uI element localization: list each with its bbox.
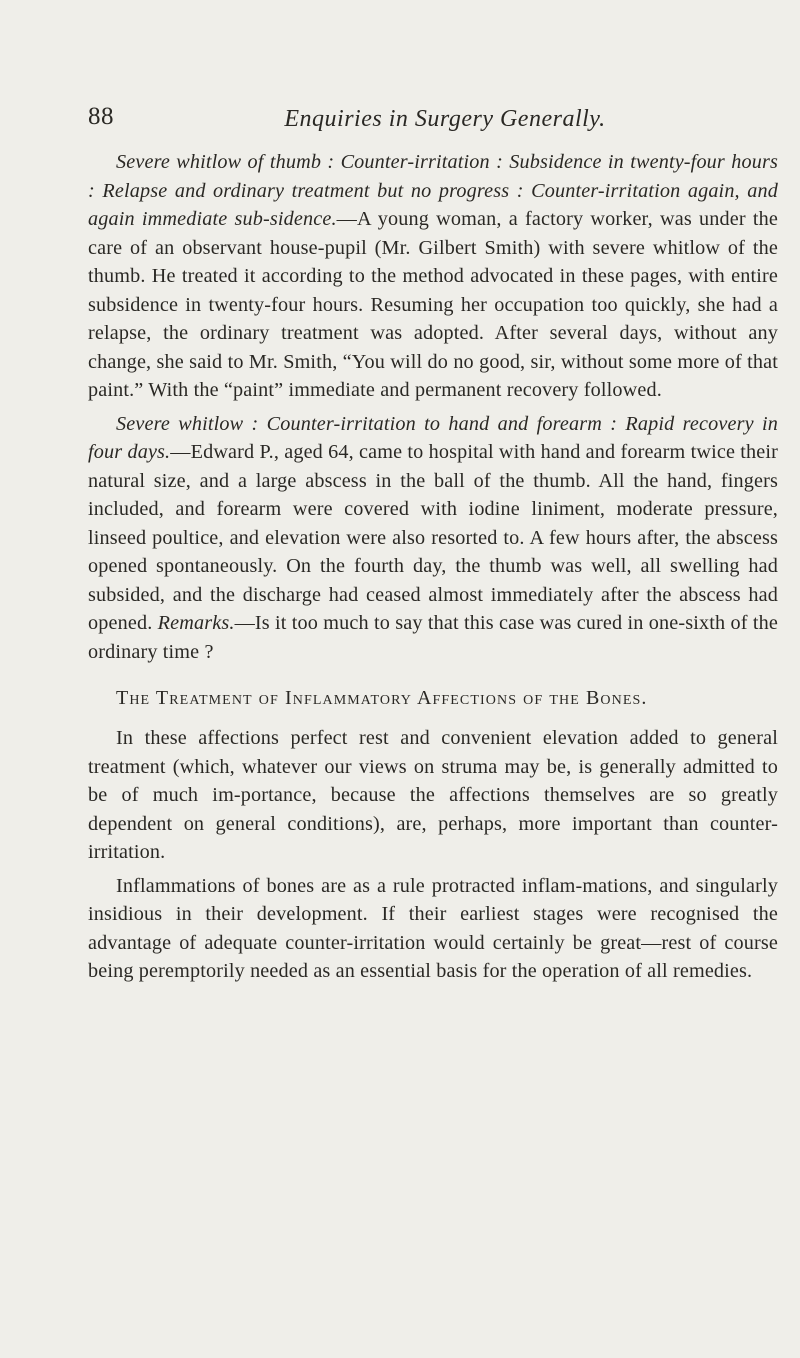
case-two-title: Severe whitlow : Counter-irritation to hand and forearm : Rapid recovery in four days. xyxy=(88,412,778,463)
page-body xyxy=(88,148,778,991)
remarks-label: Remarks. xyxy=(157,612,235,634)
running-head: Enquiries in Surgery Generally. xyxy=(284,106,606,132)
section-heading: The Treatment of Inflammatory Affections of the Bones. xyxy=(116,687,648,709)
section-paragraph-one: In these affections perfect rest and convenient elevation added to general treatment (which, whatever our views on struma may be, is generally admitted to be of much im-portance, because the affections themselves are so greatly dependent on general conditions), are, perhaps, more important than counter-irritation. xyxy=(88,727,778,863)
page-number: 88 xyxy=(88,103,114,130)
case-one-body: —A young woman, a factory worker, was under the care of an observant house-pupil (Mr. Gilbert Smith) with severe whitlow of the thumb. He treated it according to the method advocated in these pages, with entire subsidence in twenty-four hours. Resuming her occupation too quickly, she had a relapse, the ordinary treatment was adopted. After several days, without any change, she said to Mr. Smith, “You will do no good, sir, without some more of that paint.” With the “paint” immediate and permanent recovery followed. xyxy=(88,208,778,401)
remarks-text: —Is it too much to say that this case was cured in one-sixth of the ordinary time ? xyxy=(88,612,778,663)
case-two-body: —Edward P., aged 64, came to hospital with hand and forearm twice their natural size, and a large abscess in the ball of the thumb. All the hand, fingers included, and forearm were covered with iodine liniment, moderate pressure, linseed poultice, and elevation were also resorted to. A few hours after, the abscess opened spontaneously. On the fourth day, the thumb was well, all swelling had subsided, and the discharge had ceased almost immediately after the abscess had opened. xyxy=(88,441,778,634)
page-header xyxy=(88,103,778,139)
case-one-title: Severe whitlow of thumb : Counter-irritation : Subsidence in twenty-four hours : Relapse and ordinary treatment but no progress : Counter-irritation again, and again immediate sub-sidence. xyxy=(88,151,778,230)
case-one-paragraph xyxy=(88,148,778,405)
case-two-paragraph xyxy=(88,410,778,667)
section-paragraph-two: Inflammations of bones are as a rule protracted inflam-mations, and singularly insidious in their development. If their earliest stages were recognised the advantage of adequate counter-irritation would certainly be great—rest of course being peremptorily needed as an essential basis for the operation of all remedies. xyxy=(88,874,778,982)
